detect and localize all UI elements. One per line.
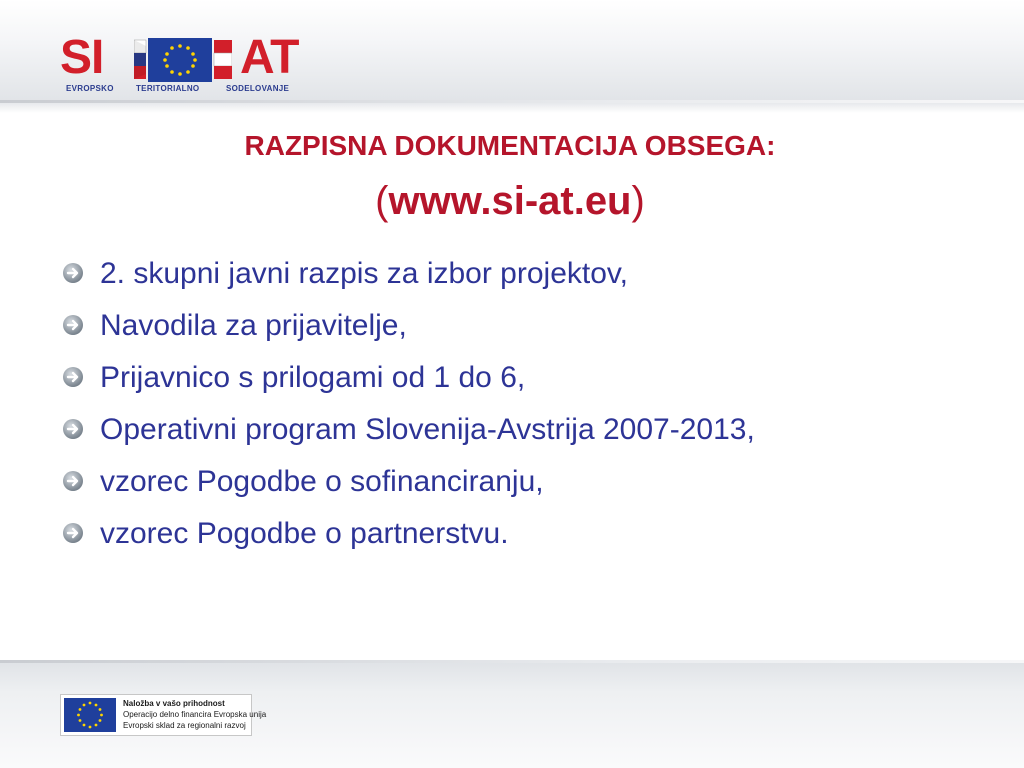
title-paren-open: (	[375, 179, 389, 223]
list-item	[62, 300, 755, 352]
eu-flag-icon	[134, 38, 232, 82]
logo-subtitle-2: TERITORIALNO	[136, 84, 200, 93]
eu-funding-text	[123, 698, 266, 731]
eu-flag-icon	[64, 698, 116, 732]
bullet-text: vzorec Pogodbe o partnerstvu.	[100, 517, 509, 550]
list-item	[62, 352, 755, 404]
list-item	[62, 404, 755, 456]
circle-arrow-right-icon	[62, 262, 84, 284]
title-url-line	[120, 176, 900, 226]
circle-arrow-right-icon	[62, 522, 84, 544]
bullet-text: Navodila za prijavitelje,	[100, 309, 407, 342]
logo-si-text: SI	[60, 31, 104, 84]
bullet-list	[62, 248, 755, 560]
bullet-text: Prijavnico s prilogami od 1 do 6,	[100, 361, 526, 394]
bullet-text: vzorec Pogodbe o sofinanciranju,	[100, 465, 544, 498]
circle-arrow-right-icon	[62, 314, 84, 336]
title-url: www.si-at.eu	[388, 179, 632, 223]
circle-arrow-right-icon	[62, 418, 84, 440]
eu-line-2: Evropski sklad za regionalni razvoj	[123, 721, 246, 730]
header-shadow	[0, 103, 1024, 113]
bullet-text: 2. skupni javni razpis za izbor projektov,	[100, 257, 629, 290]
list-item	[62, 508, 755, 560]
logo-subtitle-3: SODELOVANJE	[226, 84, 290, 93]
si-at-logo	[60, 31, 305, 98]
slide-title	[120, 116, 900, 226]
eu-funding-badge	[60, 694, 267, 736]
bullet-text: Operativni program Slovenija-Avstrija 2007-2013,	[100, 413, 755, 446]
logo-at-text: AT	[240, 31, 299, 84]
footer-divider	[0, 660, 1024, 663]
title-paren-close: )	[631, 179, 645, 223]
list-item	[62, 456, 755, 508]
circle-arrow-right-icon	[62, 470, 84, 492]
title-heading: RAZPISNA DOKUMENTACIJA OBSEGA:	[244, 130, 776, 161]
logo-subtitle-1: EVROPSKO	[66, 84, 114, 93]
eu-heading: Naložba v vašo prihodnost	[123, 699, 225, 708]
circle-arrow-right-icon	[62, 366, 84, 388]
list-item	[62, 248, 755, 300]
eu-line-1: Operacijo delno financira Evropska unija	[123, 710, 267, 719]
